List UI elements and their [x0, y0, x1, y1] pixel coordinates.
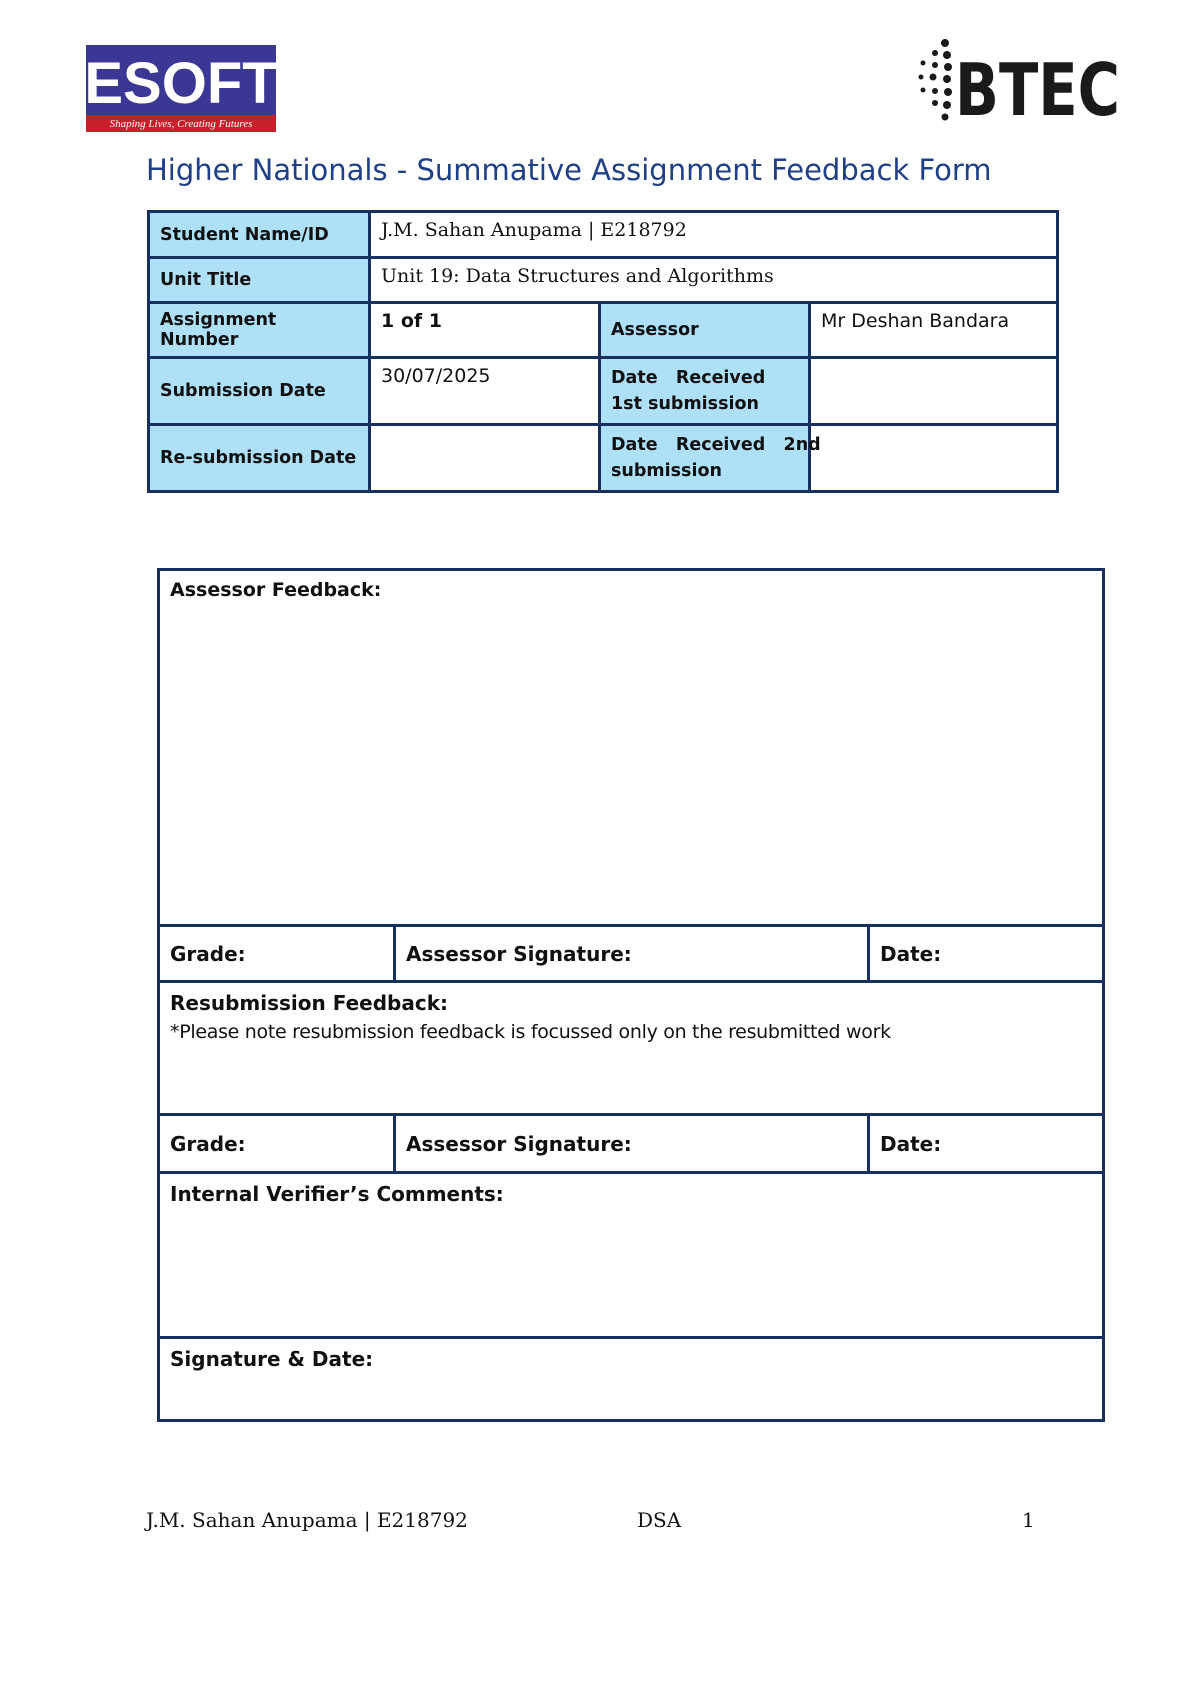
footer-module: DSA — [637, 1508, 682, 1532]
grade-field-2[interactable] — [159, 1115, 395, 1173]
date-received-2nd-label — [600, 425, 821, 492]
student-name-label: Student Name/ID — [149, 212, 370, 258]
assessor-feedback-box[interactable] — [159, 570, 1104, 926]
internal-verifier-comments-label: Internal Verifier’s Comments: — [170, 1182, 504, 1206]
assessor-signature-label-2: Assessor Signature: — [406, 1131, 632, 1156]
submission-date-label: Submission Date — [149, 358, 370, 425]
resubmission-feedback-box[interactable] — [159, 982, 1104, 1115]
date-received-1st-label — [600, 358, 810, 425]
student-info-table — [147, 210, 1059, 493]
date-received-1st-line-a: Date Received — [611, 368, 766, 388]
feedback-table — [157, 568, 1105, 1422]
assessor-feedback-label: Assessor Feedback: — [170, 579, 382, 601]
date-field-1[interactable] — [869, 926, 1104, 982]
assignment-number-label: Assignment Number — [149, 303, 370, 358]
resubmission-note: *Please note resubmission feedback is focussed only on the resubmitted work — [170, 1021, 891, 1043]
assessor-label: Assessor — [600, 303, 810, 358]
resubmission-feedback-label: Resubmission Feedback: — [170, 991, 448, 1015]
grade-label-1: Grade: — [170, 941, 246, 966]
date-label-1: Date: — [880, 941, 942, 966]
esoft-logo — [86, 45, 276, 132]
assessor-signature-field-2[interactable] — [395, 1115, 869, 1173]
date-received-1st-value — [810, 358, 1058, 425]
assessor-signature-label-1: Assessor Signature: — [406, 941, 632, 966]
signature-date-label: Signature & Date: — [170, 1347, 374, 1371]
btec-dots-icon — [919, 39, 953, 121]
esoft-tagline: Shaping Lives, Creating Futures — [109, 118, 253, 130]
resubmission-date-label: Re-submission Date — [149, 425, 370, 492]
assessor-value: Mr Deshan Bandara — [810, 303, 1058, 358]
date-field-2[interactable] — [869, 1115, 1104, 1173]
date-received-2nd-value — [810, 425, 1058, 492]
student-name-value: J.M. Sahan Anupama | E218792 — [370, 212, 1058, 258]
form-title: Higher Nationals - Summative Assignment Feedback Form — [146, 153, 992, 187]
assignment-number-value: 1 of 1 — [370, 303, 600, 358]
resubmission-date-value — [370, 425, 600, 492]
submission-date-value: 30/07/2025 — [370, 358, 600, 425]
unit-title-value: Unit 19: Data Structures and Algorithms — [370, 258, 1058, 303]
footer-page-number: 1 — [1022, 1508, 1035, 1532]
footer-student-name: J.M. Sahan Anupama | E218792 — [146, 1508, 468, 1532]
date-label-2: Date: — [880, 1131, 942, 1156]
assessor-signature-field-1[interactable] — [395, 926, 869, 982]
date-received-2nd-line-a: Date Received 2nd — [611, 435, 821, 455]
unit-title-label: Unit Title — [149, 258, 370, 303]
esoft-logo-text: ESOFT — [84, 51, 278, 116]
internal-verifier-comments-box[interactable] — [159, 1173, 1104, 1338]
btec-logo-text: BTEC — [955, 48, 1120, 132]
date-received-1st-line-b: 1st submission — [611, 394, 759, 414]
signature-date-box[interactable] — [159, 1338, 1104, 1421]
grade-field-1[interactable] — [159, 926, 395, 982]
grade-label-2: Grade: — [170, 1131, 246, 1156]
date-received-2nd-line-b: submission — [611, 461, 722, 481]
btec-logo — [915, 35, 1125, 132]
